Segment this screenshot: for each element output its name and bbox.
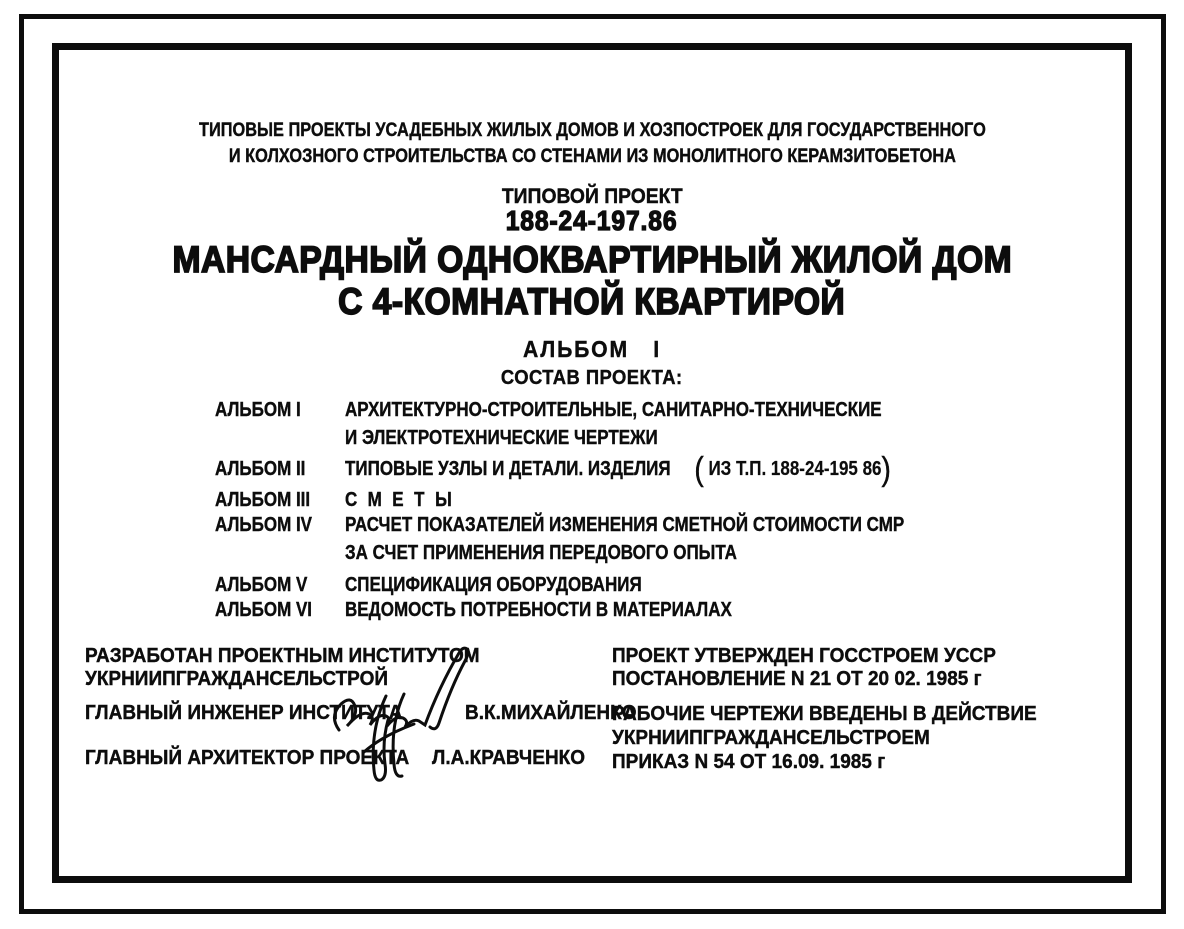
album-row-6-label: АЛЬБОМ VI: [215, 599, 313, 621]
note-open-paren: (: [694, 450, 704, 487]
album-row-3-line1: СМЕТЫ: [345, 489, 463, 511]
approval-line2: ПОСТАНОВЛЕНИЕ N 21 ОТ 20 02. 1985 г: [612, 668, 982, 690]
developed-by-line1: РАЗРАБОТАН ПРОЕКТНЫМ ИНСТИТУТОМ: [85, 645, 480, 667]
enactment-line3: ПРИКАЗ N 54 ОТ 16.09. 1985 г: [612, 751, 886, 773]
series-header-line1: ТИПОВЫЕ ПРОЕКТЫ УСАДЕБНЫХ ЖИЛЫХ ДОМОВ И ХОЗПОСТРОЕК ДЛЯ ГОСУДАРСТВЕННОГО: [198, 120, 986, 141]
album-row-2-note-text: ИЗ Т.П. 188-24-195 86: [708, 458, 882, 480]
enactment-block: [612, 702, 1082, 774]
developed-by-line2: УКРНИИПГРАЖДАНСЕЛЬСТРОЙ: [85, 668, 389, 690]
album-row-2-note: [694, 450, 891, 487]
album-row-3-label: АЛЬБОМ III: [215, 489, 311, 511]
album-row-5-line1: СПЕЦИФИКАЦИЯ ОБОРУДОВАНИЯ: [345, 574, 642, 596]
album-row-4-label: АЛЬБОМ IV: [215, 514, 313, 536]
developed-by-block: [85, 645, 555, 691]
chief-architect-signature: [352, 690, 427, 798]
album-heading: АЛЬБОМ I: [523, 336, 661, 362]
album-row-2-label: АЛЬБОМ II: [215, 458, 306, 480]
album-row-1-label: АЛЬБОМ I: [215, 399, 301, 421]
album-row-6-line1: ВЕДОМОСТЬ ПОТРЕБНОСТИ В МАТЕРИАЛАХ: [345, 599, 732, 621]
enactment-line2: УКРНИИПГРАЖДАНСЕЛЬСТРОЕМ: [612, 727, 930, 749]
album-row-2-line1: ТИПОВЫЕ УЗЛЫ И ДЕТАЛИ. ИЗДЕЛИЯ: [345, 458, 671, 480]
album-row-4-line1: РАСЧЕТ ПОКАЗАТЕЛЕЙ ИЗМЕНЕНИЯ СМЕТНОЙ СТОИМОСТИ СМР: [345, 514, 905, 536]
approval-line1: ПРОЕКТ УТВЕРЖДЕН ГОССТРОЕМ УССР: [612, 645, 996, 667]
document-title-line1: МАНСАРДНЫЙ ОДНОКВАРТИРНЫЙ ЖИЛОЙ ДОМ: [172, 239, 1012, 280]
album-row-1-line1: АРХИТЕКТУРНО-СТРОИТЕЛЬНЫЕ, САНИТАРНО-ТЕХНИЧЕСКИЕ: [345, 399, 882, 421]
series-header-line2: И КОЛХОЗНОГО СТРОИТЕЛЬСТВА СО СТЕНАМИ ИЗ МОНОЛИТНОГО КЕРАМЗИТОБЕТОНА: [228, 146, 956, 167]
chief-architect-role: ГЛАВНЫЙ АРХИТЕКТОР ПРОЕКТА: [85, 747, 410, 769]
album-row-5-label: АЛЬБОМ V: [215, 574, 308, 596]
album-row-1-line2: И ЭЛЕКТРОТЕХНИЧЕСКИЕ ЧЕРТЕЖИ: [345, 427, 658, 449]
contents-heading: СОСТАВ ПРОЕКТА:: [501, 367, 683, 389]
album-row-4-line2: ЗА СЧЕТ ПРИМЕНЕНИЯ ПЕРЕДОВОГО ОПЫТА: [345, 542, 737, 564]
chief-engineer-role: ГЛАВНЫЙ ИНЖЕНЕР ИНСТИТУТА: [85, 702, 403, 724]
chief-engineer-name: В.К.МИХАЙЛЕНКО: [465, 702, 637, 724]
series-header: [0, 118, 1184, 170]
document-title-line2: С 4-КОМНАТНОЙ КВАРТИРОЙ: [338, 281, 846, 322]
project-type-label: ТИПОВОЙ ПРОЕКТ: [501, 185, 683, 208]
note-close-paren: ): [881, 450, 891, 487]
enactment-line1: РАБОЧИЕ ЧЕРТЕЖИ ВВЕДЕНЫ В ДЕЙСТВИЕ: [612, 703, 1037, 725]
project-number: 188-24-197.86: [506, 205, 678, 236]
approval-block: [612, 645, 1082, 691]
chief-architect-name: Л.А.КРАВЧЕНКО: [432, 747, 586, 769]
